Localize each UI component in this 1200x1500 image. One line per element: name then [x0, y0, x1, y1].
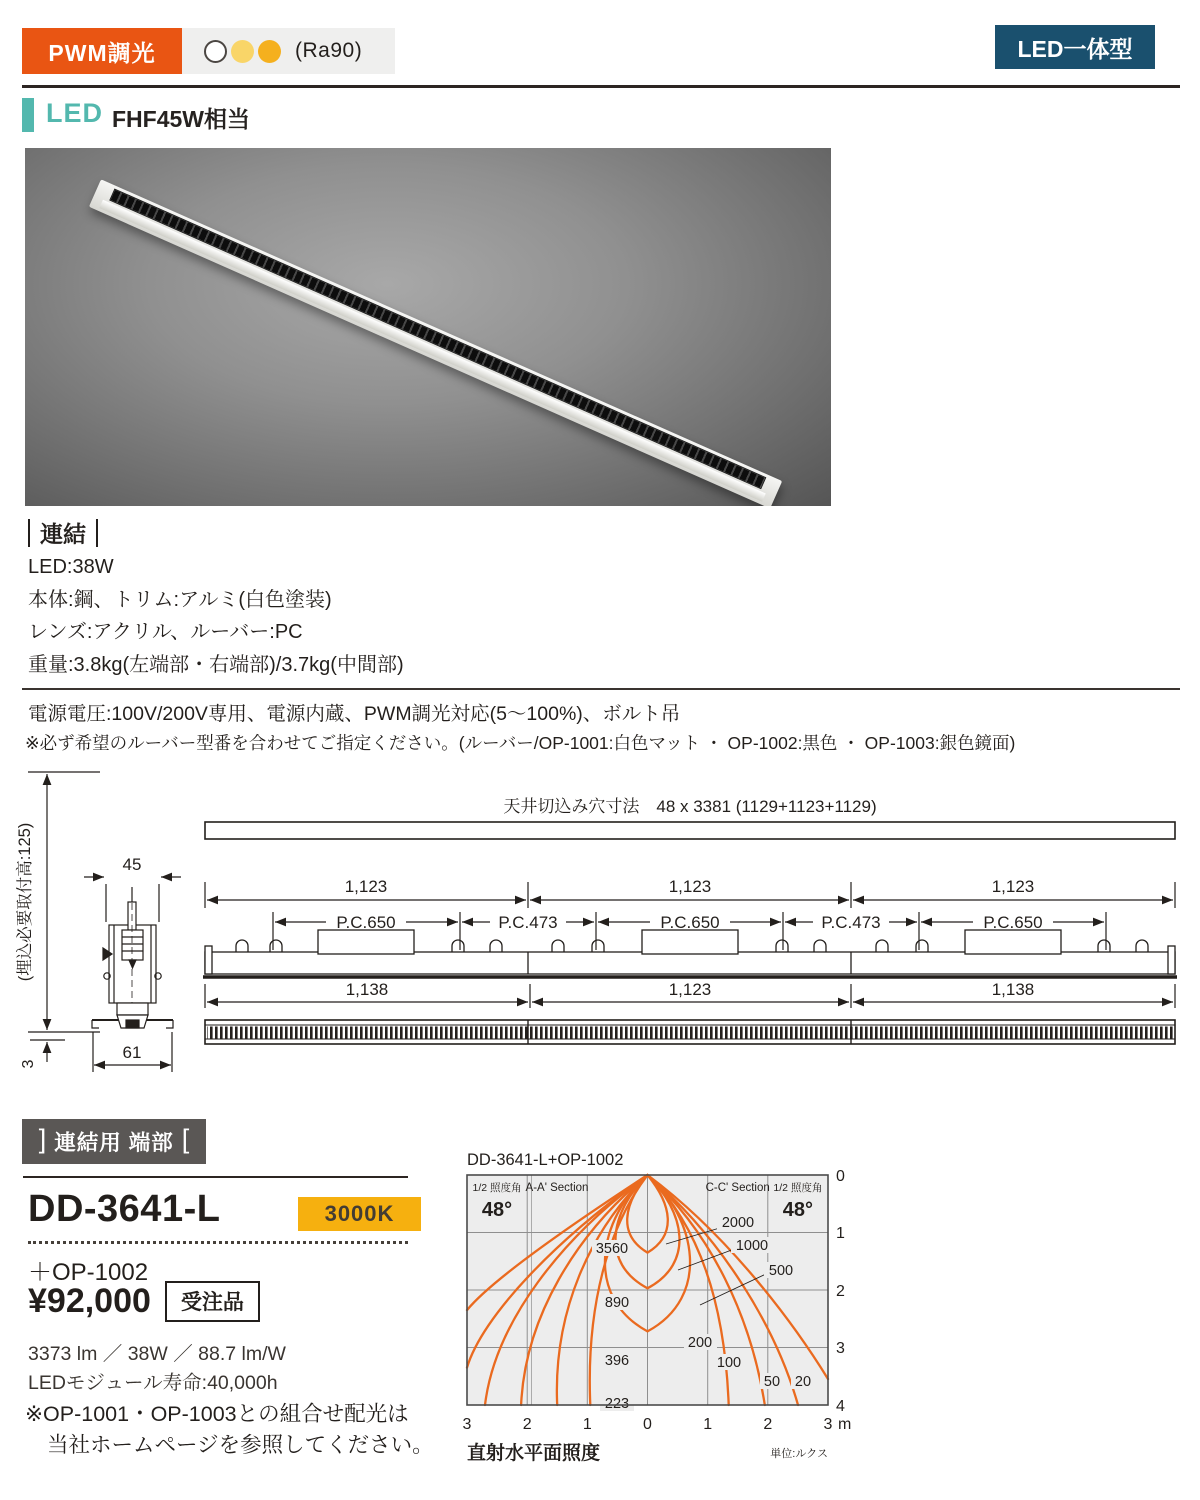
y-tick-0: 0: [836, 1168, 845, 1185]
spec-line-lens: レンズ:アクリル、ルーバー:PC: [28, 621, 303, 643]
badge-bracket-right: [: [181, 1124, 190, 1154]
fan-label-200: 200: [687, 1335, 713, 1351]
price: ¥92,000: [28, 1282, 151, 1320]
price-row: [28, 1281, 260, 1322]
dim-top-1: 1,123: [344, 877, 388, 896]
y-tick-2: 2: [836, 1283, 845, 1300]
photometric-chart: [440, 1145, 860, 1500]
chart-unit-note: 単位:ルクス: [770, 1448, 828, 1460]
lamp-color-dot-white-icon: [204, 40, 227, 63]
dim-pc-2: P.C.473: [498, 913, 558, 932]
lamp-color-dot-amber-icon: [258, 40, 281, 63]
fan-label-100: 100: [716, 1355, 742, 1371]
dim-trim-3: 3: [20, 1059, 37, 1069]
half-angle-label-right: 1/2 照度角: [773, 1182, 823, 1194]
product-photo: [25, 148, 831, 506]
chart-footer-label: 直射水平面照度: [467, 1443, 601, 1464]
section-label-cc: C-C' Section: [705, 1182, 770, 1194]
fan-label-50: 50: [763, 1374, 781, 1390]
distribution-note-line2: 当社ホームページを参照してください。: [47, 1433, 434, 1457]
half-angle-label-left: 1/2 照度角: [472, 1182, 522, 1194]
spec-line-body: 本体:鋼、トリム:アルミ(白色塗装): [28, 588, 332, 611]
lamp-color-dot-warm-icon: [231, 40, 254, 63]
x-tick-0: 0: [643, 1416, 652, 1433]
section-title-renketsu: [28, 516, 98, 549]
header-divider: [22, 85, 1180, 88]
dimension-drawing: [0, 762, 1200, 1107]
badge-bracket-left: ]: [38, 1124, 47, 1154]
half-angle-value-right: 48°: [782, 1199, 814, 1221]
dim-bottom-1: 1,138: [345, 980, 389, 999]
performance-spec: 3373 lm ／ 38W ／ 88.7 lm/W: [28, 1343, 286, 1365]
center-lux-2m: 890: [604, 1295, 630, 1311]
led-header-bar: [22, 98, 34, 132]
option-code: ＋OP-1002: [28, 1259, 149, 1286]
iso-label-500: 500: [768, 1263, 794, 1279]
color-temp-badge: 3000K: [298, 1197, 421, 1231]
center-lux-4m: 223: [604, 1396, 630, 1412]
cri-label: (Ra90): [295, 39, 363, 62]
distribution-note: [25, 1399, 434, 1461]
dim-top-3: 1,123: [991, 877, 1035, 896]
dim-pc-1: P.C.650: [336, 913, 396, 932]
led-lifetime: LEDモジュール寿命:40,000h: [28, 1372, 278, 1394]
dim-bottom-3: 1,138: [991, 980, 1035, 999]
dim-pc-5: P.C.650: [983, 913, 1043, 932]
section-label-aa: A-A' Section: [525, 1182, 589, 1194]
power-spec-line: 電源電圧:100V/200V専用、電源内蔵、PWM調光対応(5〜100%)、ボルト吊: [28, 703, 681, 725]
fixture-face: [99, 200, 765, 502]
spec-lines: [28, 551, 404, 681]
dim-pc-3: P.C.650: [660, 913, 720, 932]
iso-label-2000: 2000: [721, 1215, 755, 1231]
spec-line-weight: 重量:3.8kg(左端部・右端部)/3.7kg(中間部): [28, 653, 404, 676]
dim-bottom-2: 1,123: [668, 980, 712, 999]
title-bar-left: [28, 519, 30, 547]
y-tick-3: 3: [836, 1340, 845, 1357]
dim-width-61: 61: [122, 1043, 142, 1062]
half-angle-value-left: 48°: [481, 1199, 513, 1221]
title-bar-right: [96, 519, 98, 547]
iso-label-1000: 1000: [735, 1238, 769, 1254]
louver-note: ※必ず希望のルーバー型番を合わせてご指定ください。(ルーバー/OP-1001:白色マット ・ OP-1002:黒色 ・ OP-1003:銀色鏡面): [25, 733, 1016, 753]
x-axis-unit: m: [838, 1416, 852, 1433]
led-integrated-badge: LED一体型: [995, 25, 1155, 69]
center-lux-3m: 396: [604, 1353, 630, 1369]
fan-label-20: 20: [794, 1374, 812, 1390]
x-tick-n1: 1: [582, 1416, 592, 1433]
series-divider: [23, 1176, 408, 1178]
x-tick-n2: 2: [522, 1416, 532, 1433]
ceiling-cut-dimension-label: 天井切込み穴寸法 48 x 3381 (1129+1123+1129): [503, 797, 877, 816]
x-tick-3: 3: [823, 1416, 833, 1433]
x-tick-n3: 3: [462, 1416, 472, 1433]
distribution-note-line1: ※OP-1001・OP-1003との組合せ配光は: [25, 1402, 409, 1426]
dim-width-45: 45: [122, 855, 142, 874]
order-badge: 受注品: [165, 1281, 260, 1322]
dim-pc-4: P.C.473: [821, 913, 881, 932]
y-tick-1: 1: [836, 1225, 845, 1242]
center-lux-1m: 3560: [595, 1241, 629, 1257]
dotted-divider: [28, 1241, 408, 1244]
section-title-text: 連結: [40, 521, 86, 547]
model-number: DD-3641-L: [28, 1188, 221, 1230]
pwm-dimming-badge: PWM調光: [22, 28, 182, 74]
linear-fixture-image: [89, 179, 782, 506]
x-tick-1: 1: [703, 1416, 713, 1433]
led-label: LED: [46, 98, 103, 128]
chart-title: DD-3641-L+OP-1002: [467, 1151, 624, 1169]
wattage-equivalent-label: FHF45W相当: [112, 106, 250, 132]
dim-top-2: 1,123: [668, 877, 712, 896]
x-tick-2: 2: [763, 1416, 773, 1433]
spec-line-led: LED:38W: [28, 556, 114, 578]
series-badge-label: 連結用 端部: [54, 1131, 174, 1155]
y-tick-4: 4: [836, 1398, 845, 1415]
cri-chip: [182, 28, 395, 74]
dim-recess-height: (埋込必要取付高:125): [16, 822, 34, 982]
spec-divider: [22, 688, 1180, 690]
series-badge: [22, 1119, 206, 1164]
fixture-louver: [109, 189, 766, 490]
